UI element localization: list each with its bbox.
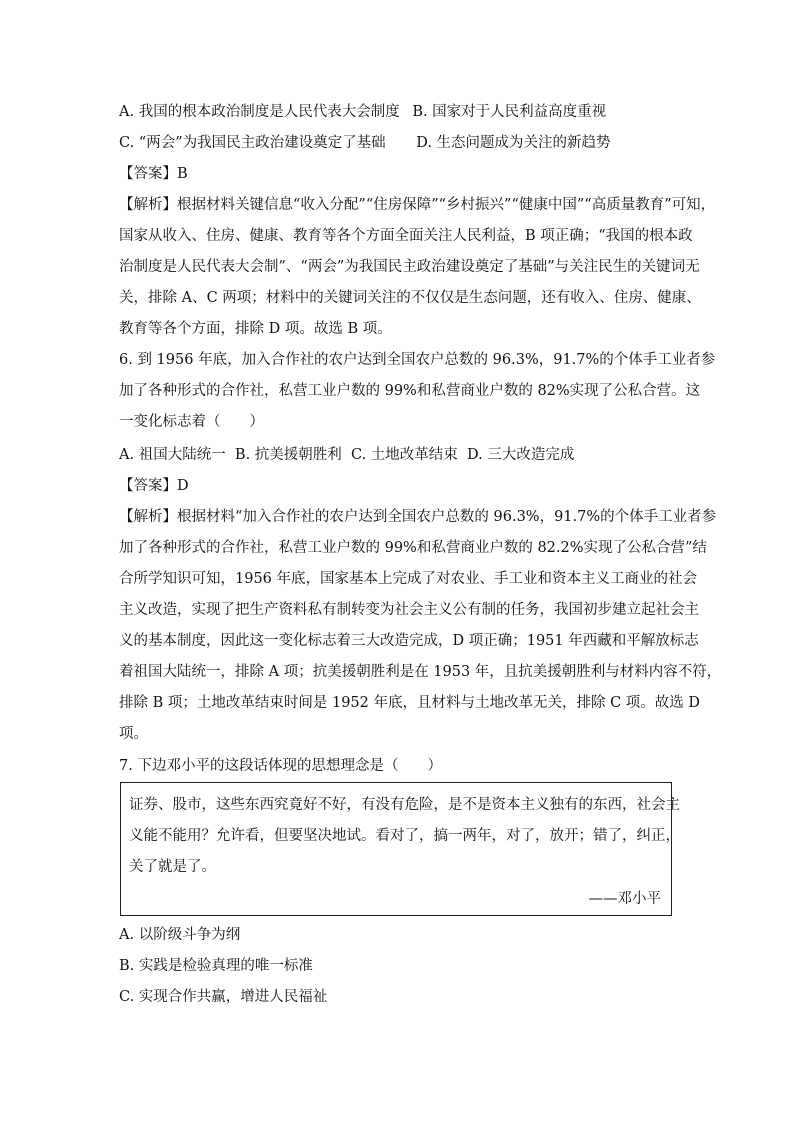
- q5-options-row-1: [119, 102, 606, 122]
- q7-option-b: B. 实践是检验真理的唯一标准: [119, 958, 313, 974]
- q5-option-a: A. 我国的根本政治制度是人民代表大会制度: [119, 104, 400, 120]
- q5-analysis-line: 【解析】根据材料关键信息“收入分配”“住房保障”“乡村振兴”“健康中国”“高质量教育”可知，: [119, 197, 716, 213]
- q5-analysis-line: 国家从收入、住房、健康、教育等各个方面全面关注人民利益，B 项正确；“我国的根本政: [119, 228, 693, 244]
- q6-stem-line: 一变化标志着（ ）: [119, 414, 264, 430]
- quote-line: 关了就是了。: [129, 859, 216, 875]
- q7-option-c: C. 实现合作共赢，增进人民福祉: [119, 989, 328, 1005]
- quote-line: 证券、股市，这些东西究竟好不好，有没有危险，是不是资本主义独有的东西，社会主: [129, 797, 680, 813]
- quote-source: ——邓小平: [588, 891, 661, 907]
- q7-stem: 7. 下边邓小平的这段话体现的思想理念是（ ）: [119, 758, 442, 774]
- q5-analysis-line: 关，排除 A、C 两项；材料中的关键词关注的不仅仅是生态问题，还有收入、住房、健康、: [119, 290, 701, 306]
- q5-option-c: C. “两会”为我国民主政治建设奠定了基础: [119, 135, 386, 151]
- quote-box: [120, 782, 680, 916]
- q6-stem-line: 加了各种形式的合作社，私营工业户数的 99%和私营商业户数的 82%实现了公私合营。这: [119, 383, 701, 399]
- q6-analysis-line: 合所学知识可知，1956 年底，国家基本上完成了对农业、手工业和资本主义工商业的社会: [119, 571, 698, 587]
- q5-option-b: B. 国家对于人民利益高度重视: [412, 104, 607, 120]
- q5-answer: 【答案】B: [119, 166, 188, 182]
- quote-line: 义能不能用？允许看，但要坚决地试。看对了，搞一两年，对了，放开；错了，纠正，: [129, 828, 680, 844]
- q7-option-a: A. 以阶级斗争为纲: [119, 927, 241, 943]
- q5-analysis-line: 治制度是人民代表大会制”、“两会”为我国民主政治建设奠定了基础”与关注民生的关键词无: [119, 259, 700, 275]
- q5-option-d: D. 生态问题成为关注的新趋势: [416, 135, 611, 151]
- q6-analysis-line: 着祖国大陆统一，排除 A 项；抗美援朝胜利是在 1953 年，且抗美援朝胜利与材料内容不符，: [119, 664, 722, 680]
- q6-stem-line: 6. 到 1956 年底，加入合作社的农户达到全国农户总数的 96.3%，91.7%的个体手工业者参: [119, 352, 716, 368]
- q6-analysis-line: 加了各种形式的合作社，私营工业户数的 99%和私营商业户数的 82.2%实现了公私合营”结: [119, 540, 707, 556]
- q6-analysis-line: 排除 B 项；土地改革结束时间是 1952 年底，且材料与土地改革无关，排除 C 项。故选 D: [119, 695, 701, 711]
- q6-analysis-line: 义的基本制度，因此这一变化标志着三大改造完成，D 项正确；1951 年西藏和平解放标志: [119, 633, 699, 649]
- q6-options: A. 祖国大陆统一 B. 抗美援朝胜利 C. 土地改革结束 D. 三大改造完成: [119, 447, 575, 463]
- q6-analysis-line: 项。: [119, 726, 148, 742]
- q6-analysis-line: 主义改造，实现了把生产资料私有制转变为社会主义公有制的任务，我国初步建立起社会主: [119, 602, 699, 618]
- q6-answer: 【答案】D: [119, 478, 189, 494]
- q6-analysis-line: 【解析】根据材料“加入合作社的农户达到全国农户总数的 96.3%，91.7%的个体手工业者参: [119, 509, 717, 525]
- q5-options-row-2: [119, 133, 611, 153]
- q5-analysis-line: 教育等各个方面，排除 D 项。故选 B 项。: [119, 321, 392, 337]
